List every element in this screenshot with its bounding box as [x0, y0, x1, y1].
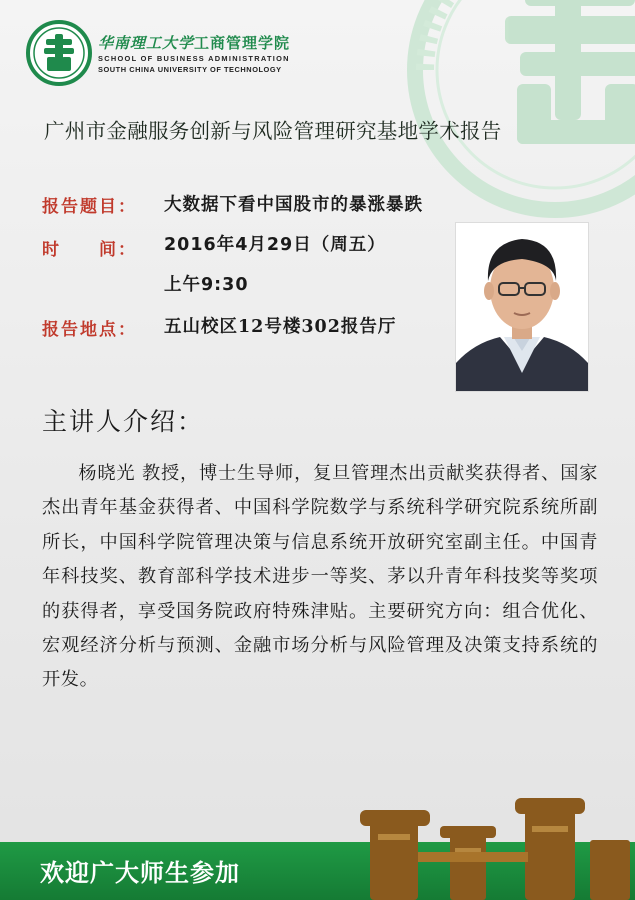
speaker-photo	[455, 222, 589, 392]
topic-value: 大数据下看中国股市的暴涨暴跌	[164, 195, 423, 215]
university-name-en: SOUTH CHINA UNIVERSITY OF TECHNOLOGY	[98, 65, 282, 74]
page-title: 广州市金融服务创新与风险管理研究基地学术报告	[44, 119, 502, 143]
place-label: 报告地点：	[42, 320, 137, 340]
emblem-watermark-icon	[405, 0, 635, 220]
intro-heading: 主讲人介绍：	[42, 407, 205, 436]
university-name-cn	[98, 32, 290, 53]
school-name-en: SCHOOL OF BUSINESS ADMINISTRATION	[98, 54, 290, 63]
place-value: 五山校区12号楼302报告厅	[164, 317, 397, 337]
speaker-bio: 杨晓光 教授，博士生导师，复旦管理杰出贡献奖获得者、国家杰出青年基金获得者、中国科学院数学与系统科学研究院系统所副所长，中国科学院管理决策与信息系统开放研究室副主任。中国青年科技奖、教育部科学技术进步一等奖、茅以升青年科技奖等奖项的获得者，享受国务院政府特殊津贴。主要研究方向：组合优化、宏观经济分析与预测、金融市场分析与风险管理及决策支持系统的开发。	[42, 463, 598, 691]
university-cn: 华南理工大学	[98, 34, 195, 52]
gate-illustration-icon	[300, 790, 635, 900]
time-label: 时 间：	[42, 240, 137, 260]
topic-label: 报告题目：	[42, 197, 137, 217]
speaker-portrait	[456, 223, 588, 391]
welcome-banner: 欢迎广大师生参加	[40, 859, 240, 887]
date-value: 2016年4月29日（周五）	[164, 235, 386, 255]
school-cn: 工商管理学院	[194, 34, 291, 52]
university-seal-icon	[26, 20, 92, 86]
time-value: 上午9:30	[164, 275, 249, 295]
